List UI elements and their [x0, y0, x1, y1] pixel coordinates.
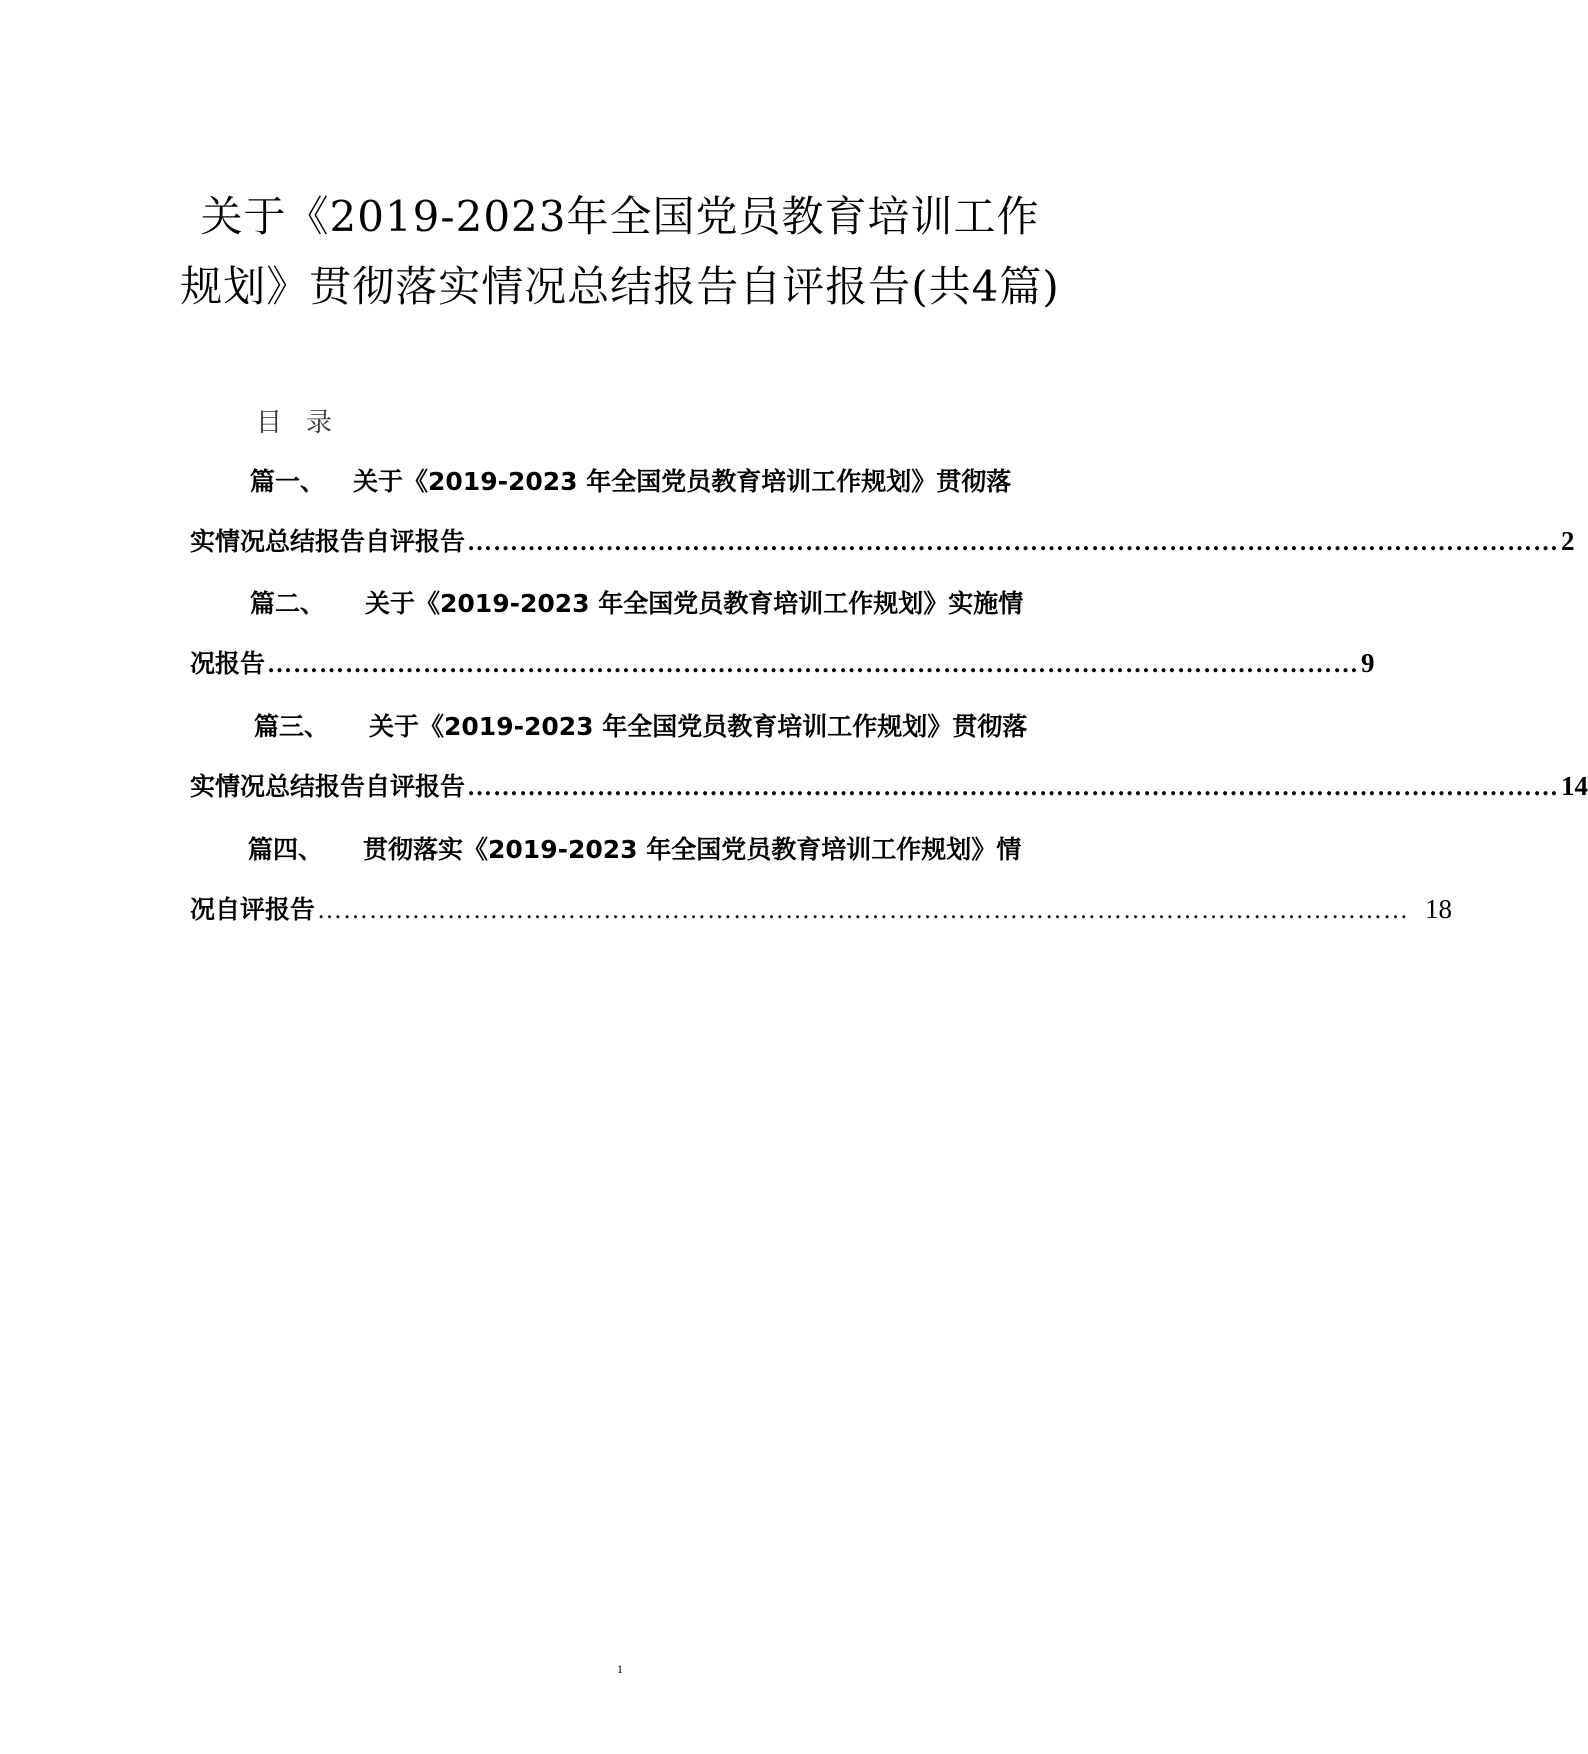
toc-page-number: 14 — [1561, 771, 1588, 801]
toc-entry-1-continuation[interactable] — [190, 522, 1575, 558]
page-number-footer: 1 — [617, 1662, 623, 1676]
toc-entry-3-title[interactable] — [254, 707, 1027, 743]
toc-leader-dots: ……………………………………………………………………………………………………………… — [467, 529, 1560, 556]
toc-entry-text: 关于《2019-2023 年全国党员教育培训工作规划》实施情 — [365, 589, 1024, 618]
toc-entry-text: 贯彻落实《2019-2023 年全国党员教育培训工作规划》情 — [363, 835, 1022, 864]
toc-entry-text: 实情况总结报告自评报告 — [190, 772, 466, 801]
toc-entry-label: 篇一、 — [250, 467, 326, 496]
toc-entry-text: 况报告 — [190, 649, 266, 678]
toc-page-number: 9 — [1361, 648, 1375, 678]
toc-entry-label: 篇二、 — [250, 589, 326, 618]
toc-entry-text: 关于《2019-2023 年全国党员教育培训工作规划》贯彻落 — [353, 467, 1012, 496]
toc-entry-text: 实情况总结报告自评报告 — [190, 527, 466, 556]
toc-entry-4-continuation[interactable] — [190, 890, 1453, 926]
toc-entry-2-title[interactable] — [250, 584, 1023, 620]
toc-entry-text: 关于《2019-2023 年全国党员教育培训工作规划》贯彻落 — [369, 712, 1028, 741]
toc-entry-4-title[interactable] — [248, 830, 1021, 866]
document-title: 关于《2019-2023年全国党员教育培训工作规划》贯彻落实情况总结报告自评报告(共4篇) — [180, 192, 1060, 311]
toc-page-number: 2 — [1561, 526, 1575, 556]
toc-entry-label: 篇三、 — [254, 712, 330, 741]
toc-entry-label: 篇四、 — [248, 835, 324, 864]
toc-page-number: 18 — [1425, 894, 1453, 924]
toc-entry-text: 况自评报告 — [190, 895, 316, 924]
toc-heading: 目录 — [256, 408, 357, 438]
toc-leader-dots: ……………………………………………………………………………………………………………… — [467, 774, 1560, 801]
toc-leader-dots: ……………………………………………………………………………………………………………… — [317, 897, 1410, 924]
toc-entry-2-continuation[interactable] — [190, 644, 1375, 680]
toc-entry-3-continuation[interactable] — [190, 767, 1588, 803]
toc-leader-dots: ……………………………………………………………………………………………………………… — [267, 651, 1360, 678]
toc-entry-1-title[interactable] — [250, 462, 1011, 498]
